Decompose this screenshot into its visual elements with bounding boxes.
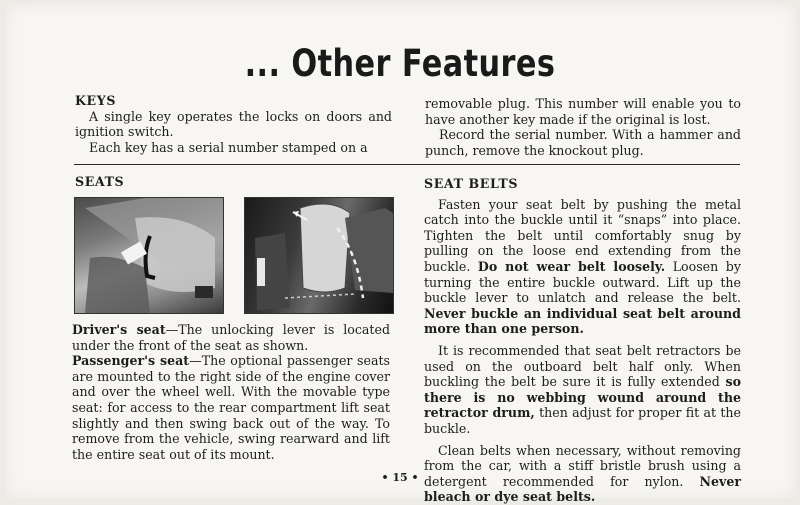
page-number: • 15 • (381, 471, 419, 484)
keys-paragraph-2: Each key has a serial number stamped on a (89, 139, 368, 155)
passenger-seat-paragraph (72, 353, 390, 462)
keys-section-left (75, 93, 392, 155)
keys-section-right (425, 96, 741, 158)
passenger-seat-photo (244, 197, 394, 314)
driver-seat-label: Driver's seat (72, 322, 166, 337)
belts-warning-webbing: so there is no webbing wound around the retractor drum, (424, 374, 741, 421)
driver-seat-photo (74, 197, 224, 314)
seats-heading: SEATS (75, 174, 125, 189)
passenger-seat-label: Passenger's seat (72, 353, 190, 369)
keys-paragraph-4: Record the serial number. With a hammer and punch, remove the knockout plug. (425, 127, 741, 158)
driver-seat-illustration (75, 198, 223, 313)
keys-paragraph-1: A single key operates the locks on doors and ignition switch. (75, 108, 392, 140)
belts-text-2c: then adjust for proper fit at the buckle. (424, 405, 741, 436)
page-title: ... Other Features (244, 42, 556, 85)
seats-text (72, 322, 390, 462)
passenger-seat-text: —The optional passenger seats are mounted to the right side of the engine cover and over the wheel well. With the movable type seat: for access to the rear compartment lift seat slightly and then swing back out of the way. To remove from the vehicle, swing rearward and lift the entire seat out of its mount. (72, 353, 390, 462)
belts-warning-one-person: Never buckle an individual seat belt around more than one person. (424, 305, 741, 337)
belts-text-2a: It is recommended that seat belt retractors be used on the outboard belt half only. When buckling the belt be sure it is fully extended (424, 342, 741, 390)
passenger-seat-illustration (245, 198, 393, 313)
driver-seat-text: —The unlocking lever is located under the front of the seat as shown. (72, 322, 390, 353)
seats-heading-block (75, 174, 392, 190)
belts-text-1a: Fasten your seat belt by pushing the metal catch into the buckle until it “snaps” into place. Tighten the belt until comfortably snug by pulling on the loose end extending from the buckle. (424, 196, 741, 274)
belts-text-3a: Clean belts when necessary, without removing from the car, with a stiff bristle brush using a detergent recommended for nylon. (424, 442, 741, 489)
belts-warning-loose: Do not wear belt loosely. (477, 258, 666, 274)
keys-heading: KEYS (75, 93, 117, 108)
section-divider (74, 164, 740, 165)
seat-belts-section (424, 176, 741, 505)
belts-warning-bleach: Never bleach or dye seat belts. (424, 473, 741, 505)
driver-seat-paragraph (72, 322, 390, 353)
keys-paragraph-3: removable plug. This number will enable you to have another key made if the original is lost. (425, 96, 741, 127)
seat-belts-paragraph-1 (424, 197, 741, 337)
belts-text-1c: Loosen by turning the entire buckle outward. Lift up the buckle lever to unlatch and release the belt. (424, 258, 741, 306)
seat-belts-paragraph-2 (424, 343, 741, 437)
seat-belts-heading: SEAT BELTS (424, 176, 519, 191)
